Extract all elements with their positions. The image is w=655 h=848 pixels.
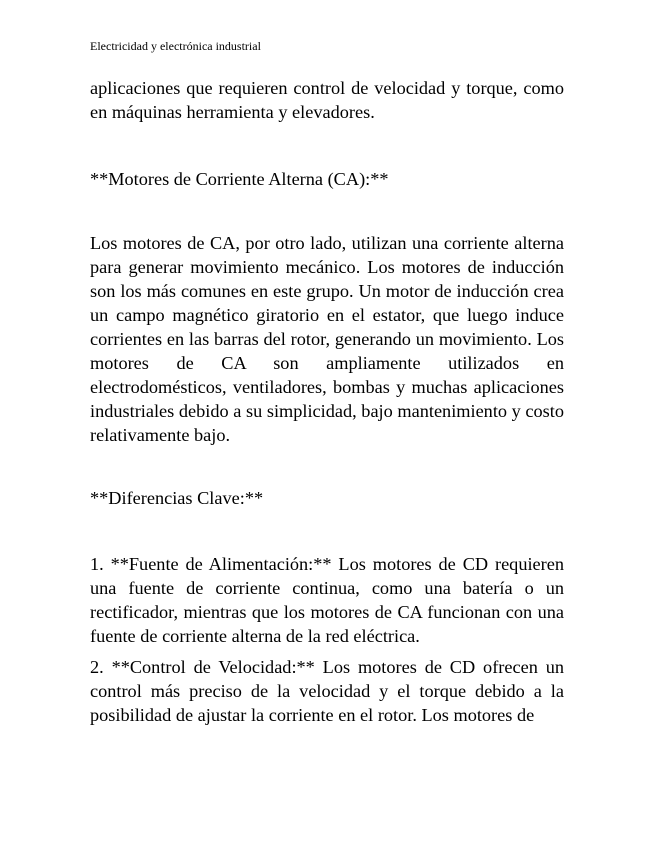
list-item: 2. **Control de Velocidad:** Los motores de CD ofrecen un control más preciso de la velocidad y el torque debido a la posibilidad de ajustar la corriente en el rotor. Los motores de [90, 657, 564, 725]
paragraph-ac-motors: Los motores de CA, por otro lado, utilizan una corriente alterna para generar movimiento mecánico. Los motores de inducción son los más comunes en este grupo. Un motor de inducción crea un campo magnético giratorio en el estator, que luego induce corrientes en las barras del rotor, generando un movimiento. Los motores de CA son ampliamente utilizados en electrodomésticos, ventiladores, bombas y muchas aplicaciones industriales debido a su simplicidad, bajo mantenimiento y costo relativamente bajo. [90, 233, 564, 445]
list-item: 1. **Fuente de Alimentación:** Los motores de CD requieren una fuente de corriente continua, como una batería o un rectificador, mientras que los motores de CA funcionan con una fuente de corriente alterna de la red eléctrica. [90, 554, 564, 646]
section-heading-key-differences: **Diferencias Clave:** [90, 488, 264, 508]
continued-paragraph: aplicaciones que requieren control de velocidad y torque, como en máquinas herramienta y elevadores. [90, 78, 564, 122]
running-header: Electricidad y electrónica industrial [90, 39, 261, 53]
section-heading-ac-motors: **Motores de Corriente Alterna (CA):** [90, 169, 389, 189]
